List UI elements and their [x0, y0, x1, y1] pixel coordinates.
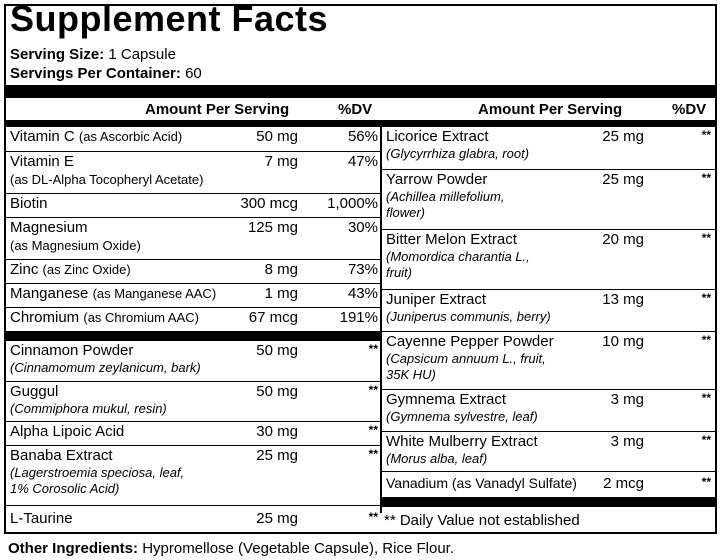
serving-size-label: Serving Size: [10, 46, 105, 63]
nutrient-source: (as Chromium AAC) [83, 310, 199, 325]
ingredient-name: Yarrow Powder [386, 171, 488, 188]
ingredient-amount: 50 mg [256, 342, 298, 359]
nutrient-amount: 50 mg [256, 128, 298, 145]
nutrient-dv: 47% [347, 153, 378, 170]
nutrient-name: Vitamin E [10, 153, 74, 170]
other-ingredients-label: Other Ingredients: [8, 540, 139, 557]
nutrient-amount: 125 mg [247, 219, 298, 236]
ingredient-source: (Capsicum annuum L., fruit, [386, 351, 546, 366]
ingredient-amount: 3 mg [610, 433, 644, 450]
ingredient-dv: ** [701, 333, 711, 347]
panel-title: Supplement Facts [10, 0, 329, 39]
ingredient-name: Licorice Extract [386, 128, 489, 145]
ingredient-name: Cinnamon Powder [10, 342, 134, 359]
nutrient-row [6, 307, 380, 332]
right-header-amount: Amount Per Serving [478, 101, 623, 118]
ingredient-amount: 25 mg [602, 128, 644, 145]
ingredient-source: (Morus alba, leaf) [386, 451, 488, 466]
ingredient-source: (Cinnamomum zeylanicum, bark) [10, 360, 201, 375]
ingredient-amount: 25 mg [256, 447, 298, 464]
ingredient-amount: 10 mg [602, 333, 644, 350]
nutrient-dv: 73% [347, 261, 378, 278]
other-ingredients [8, 540, 454, 557]
servings-label: Servings Per Container: [10, 65, 181, 82]
nutrient-amount: 8 mg [264, 261, 298, 278]
ingredient-dv: ** [701, 291, 711, 305]
daily-value-footnote: ** Daily Value not established [384, 512, 580, 529]
ingredient-row [6, 341, 380, 381]
ingredient-dv: ** [701, 231, 711, 245]
thick-divider-left [6, 331, 380, 341]
nutrient-source: (as Manganese AAC) [92, 286, 217, 301]
ingredient-amount: 13 mg [602, 291, 644, 308]
ingredient-source: (Gymnema sylvestre, leaf) [386, 409, 538, 424]
ingredient-name: L-Taurine [10, 510, 73, 527]
ingredient-row [6, 505, 380, 527]
ingredient-amount: 3 mg [610, 391, 644, 408]
nutrient-row [6, 259, 380, 284]
ingredient-source-line2: 35K HU) [386, 367, 436, 382]
servings-per-container [10, 65, 202, 82]
ingredient-name: Guggul [10, 383, 59, 400]
ingredient-name: Gymnema Extract [386, 391, 507, 408]
ingredient-name: Juniper Extract [386, 291, 487, 308]
ingredient-source: (Glycyrrhiza glabra, root) [386, 146, 530, 161]
thick-divider-header [6, 120, 715, 127]
left-header-amount: Amount Per Serving [145, 101, 290, 118]
nutrient-dv: 43% [347, 285, 378, 302]
ingredient-source: (Lagerstroemia speciosa, leaf, [10, 465, 185, 480]
nutrient-row [6, 217, 380, 260]
nutrient-name: Zinc [10, 261, 39, 278]
ingredient-amount: 50 mg [256, 383, 298, 400]
nutrient-row [6, 283, 380, 308]
nutrient-name: Chromium [10, 309, 80, 326]
ingredient-name: Banaba Extract [10, 447, 113, 464]
nutrient-name: Vitamin C [10, 128, 75, 145]
ingredient-row [6, 421, 380, 446]
ingredient-dv: ** [701, 391, 711, 405]
ingredient-dv: ** [368, 342, 378, 356]
ingredient-amount: 30 mg [256, 423, 298, 440]
nutrient-name: Manganese [10, 285, 89, 302]
ingredient-row [6, 445, 380, 506]
ingredient-row [382, 471, 715, 498]
nutrient-amount: 300 mcg [240, 195, 298, 212]
right-header-dv: %DV [672, 101, 707, 118]
ingredient-dv: ** [368, 383, 378, 397]
serving-size-value: 1 Capsule [108, 46, 176, 63]
nutrient-name: Biotin [10, 195, 48, 212]
nutrient-dv: 191% [339, 309, 378, 326]
ingredient-dv: ** [701, 128, 711, 142]
ingredient-source-line2: 1% Corosolic Acid) [10, 481, 120, 496]
nutrient-row [6, 193, 380, 218]
nutrient-source: (as Zinc Oxide) [42, 262, 131, 277]
nutrient-row [6, 127, 380, 151]
nutrient-row [6, 151, 380, 194]
ingredient-row [382, 431, 715, 472]
other-ingredients-value: Hypromellose (Vegetable Capsule), Rice Flour. [142, 540, 455, 557]
ingredient-source-line2: flower) [386, 205, 426, 220]
nutrient-source: (as DL-Alpha Tocopheryl Acetate) [10, 172, 204, 187]
ingredient-row [6, 381, 380, 422]
ingredient-source-line2: fruit) [386, 265, 412, 280]
thick-divider-right [382, 497, 715, 507]
ingredient-name: Cayenne Pepper Powder [386, 333, 554, 350]
nutrient-dv: 1,000% [327, 195, 378, 212]
ingredient-row [382, 331, 715, 390]
ingredient-dv: ** [701, 433, 711, 447]
ingredient-row [382, 229, 715, 290]
serving-size [10, 46, 176, 63]
ingredient-row [382, 389, 715, 432]
ingredient-amount: 20 mg [602, 231, 644, 248]
ingredient-name: White Mulberry Extract [386, 433, 538, 450]
ingredient-source: (Achillea millefolium, [386, 189, 505, 204]
nutrient-dv: 56% [347, 128, 378, 145]
thick-divider-top [6, 85, 715, 98]
nutrient-name: Magnesium [10, 219, 88, 236]
ingredient-dv: ** [701, 475, 711, 489]
ingredient-source: (Juniperus communis, berry) [386, 309, 551, 324]
left-header-dv: %DV [338, 101, 373, 118]
right-column [382, 127, 715, 513]
ingredient-row [382, 289, 715, 332]
nutrient-dv: 30% [347, 219, 378, 236]
ingredient-name: Alpha Lipoic Acid [10, 423, 125, 440]
left-column [6, 127, 380, 527]
ingredient-row [382, 169, 715, 230]
ingredient-row [382, 127, 715, 169]
ingredient-amount: 25 mg [602, 171, 644, 188]
servings-value: 60 [185, 65, 202, 82]
nutrient-source: (as Ascorbic Acid) [78, 129, 183, 144]
ingredient-dv: ** [701, 171, 711, 185]
ingredient-name: Bitter Melon Extract [386, 231, 517, 248]
ingredient-amount: 25 mg [256, 510, 298, 527]
ingredient-dv: ** [368, 510, 378, 524]
nutrient-source: (as Magnesium Oxide) [10, 238, 141, 253]
nutrient-amount: 7 mg [264, 153, 298, 170]
ingredient-source: (Commiphora mukul, resin) [10, 401, 167, 416]
ingredient-amount: 2 mcg [603, 475, 644, 492]
nutrient-amount: 1 mg [264, 285, 298, 302]
ingredient-name: Vanadium (as Vanadyl Sulfate) [386, 475, 577, 491]
ingredient-source: (Momordica charantia L., [386, 249, 530, 264]
ingredient-dv: ** [368, 447, 378, 461]
nutrient-amount: 67 mcg [248, 309, 298, 326]
ingredient-dv: ** [368, 423, 378, 437]
